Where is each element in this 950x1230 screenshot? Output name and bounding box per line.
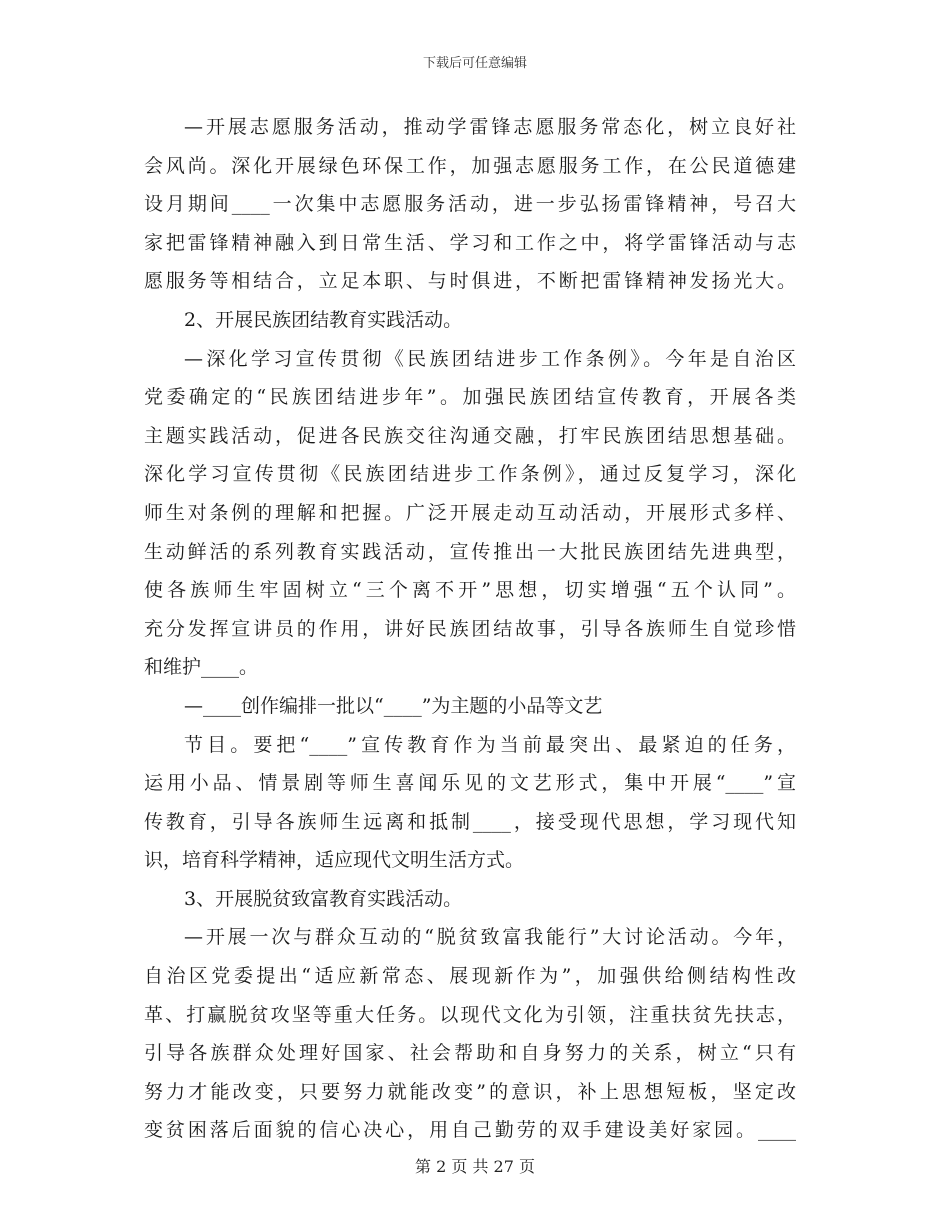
paragraph-line: 自治区党委提出“适应新常态、展现新作为”，加强供给侧结构性改 — [144, 965, 796, 988]
paragraph-line: 使各族师生牢固树立“三个离不开”思想，切实增强“五个认同”。 — [144, 579, 796, 602]
document-body — [144, 108, 796, 1150]
paragraph-line: 会风尚。深化开展绿色环保工作，加强志愿服务工作，在公民道德建 — [144, 154, 796, 177]
paragraph-line: 师生对条例的理解和把握。广泛开展走动互动活动，开展形式多样、 — [144, 501, 796, 524]
paragraph-line: —开展一次与群众互动的“脱贫致富我能行”大讨论活动。今年， — [184, 926, 796, 949]
paragraph-line: 设月期间____一次集中志愿服务活动，进一步弘扬雷锋精神，号召大 — [144, 193, 796, 216]
paragraph-line: 革、打赢脱贫攻坚等重大任务。以现代文化为引领，注重扶贫先扶志， — [144, 1003, 796, 1026]
page-number: 第 2 页 共 27 页 — [415, 1157, 535, 1176]
paragraph-line: —深化学习宣传贯彻《民族团结进步工作条例》。今年是自治区 — [184, 347, 796, 370]
paragraph-line: —____创作编排一批以“____”为主题的小品等文艺 — [184, 694, 603, 717]
paragraph-line: 深化学习宣传贯彻《民族团结进步工作条例》，通过反复学习，深化 — [144, 463, 796, 486]
paragraph-line: 愿服务等相结合，立足本职、与时俱进，不断把雷锋精神发扬光大。 — [144, 270, 796, 293]
paragraph-line: 变贫困落后面貌的信心决心，用自己勤劳的双手建设美好家园。____ — [144, 1119, 796, 1142]
paragraph-line: 引导各族群众处理好国家、社会帮助和自身努力的关系，树立“只有 — [144, 1042, 796, 1065]
paragraph-line: 主题实践活动，促进各民族交往沟通交融，打牢民族团结思想基础。 — [144, 424, 796, 447]
paragraph-line: 党委确定的“民族团结进步年”。加强民族团结宣传教育，开展各类 — [144, 386, 796, 409]
paragraph-line: 运用小品、情景剧等师生喜闻乐见的文艺形式，集中开展“____”宣 — [144, 772, 796, 795]
paragraph-line: 努力才能改变，只要努力就能改变”的意识，补上思想短板，坚定改 — [144, 1080, 796, 1103]
paragraph-line: 充分发挥宣讲员的作用，讲好民族团结故事，引导各族师生自觉珍惜 — [144, 617, 796, 640]
paragraph-line: 传教育，引导各族师生远离和抵制____，接受现代思想，学习现代知 — [144, 810, 796, 833]
section-heading: 3、开展脱贫致富教育实践活动。 — [184, 887, 463, 910]
paragraph-line: 识，培育科学精神，适应现代文明生活方式。 — [144, 849, 525, 872]
paragraph-line: 节目。要把“____”宣传教育作为当前最突出、最紧迫的任务， — [184, 733, 796, 756]
paragraph-line: —开展志愿服务活动，推动学雷锋志愿服务常态化，树立良好社 — [184, 116, 796, 138]
paragraph-line: 家把雷锋精神融入到日常生活、学习和工作之中，将学雷锋活动与志 — [144, 231, 796, 254]
paragraph-line: 生动鲜活的系列教育实践活动，宣传推出一大批民族团结先进典型， — [144, 540, 796, 563]
page-header: 下载后可任意编辑 — [422, 56, 527, 71]
section-heading: 2、开展民族团结教育实践活动。 — [184, 308, 463, 331]
paragraph-line: 和维护____。 — [144, 656, 259, 679]
